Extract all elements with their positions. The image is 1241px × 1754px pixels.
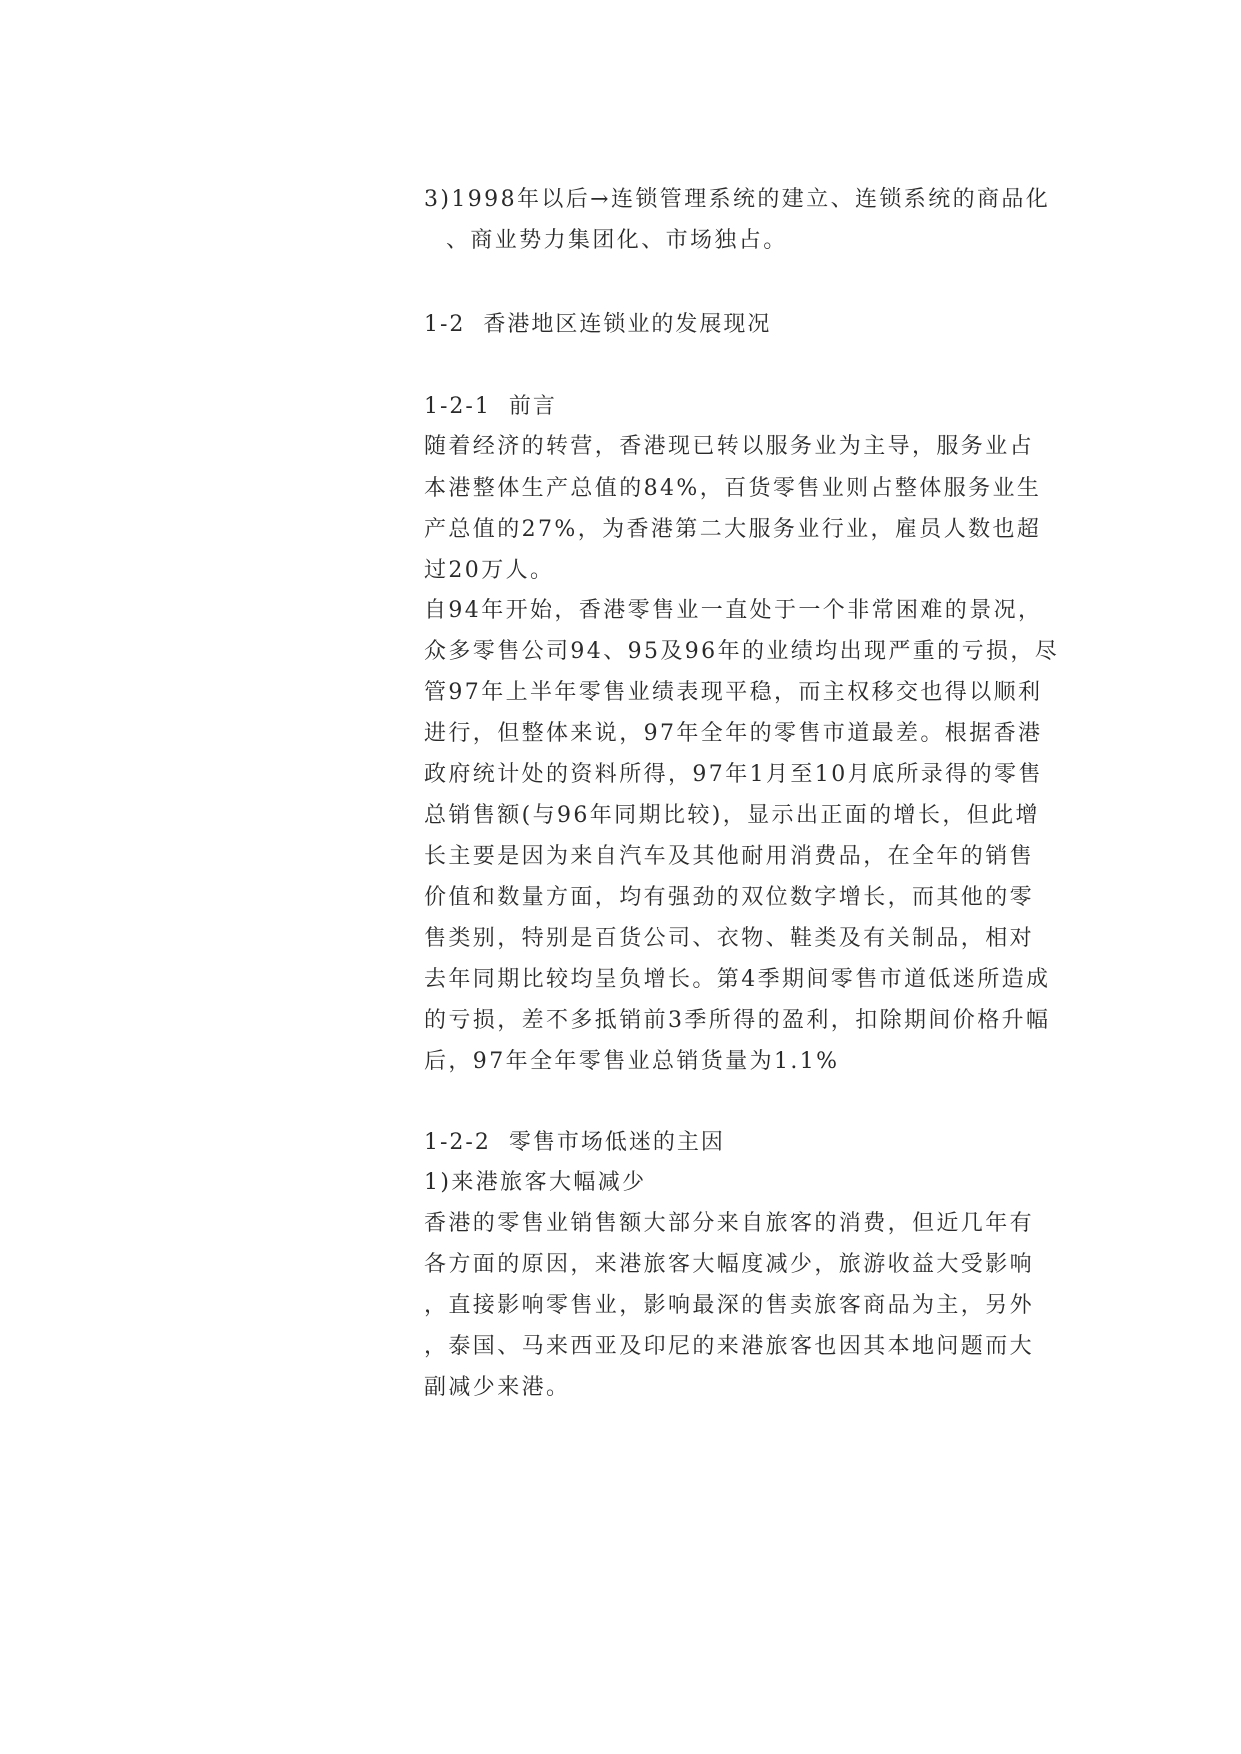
paragraph-line: 副减少来港。 bbox=[424, 1375, 571, 1400]
paragraph-line: 的亏损，差不多抵销前3季所得的盈利，扣除期间价格升幅 bbox=[424, 1008, 1051, 1033]
paragraph-line: 香港的零售业销售额大部分来自旅客的消费，但近几年有 bbox=[424, 1211, 1035, 1236]
section-1-2-heading: 1-2 香港地区连锁业的发展现况 bbox=[424, 312, 772, 337]
paragraph-line: ，直接影响零售业，影响最深的售卖旅客商品为主，另外 bbox=[424, 1293, 1035, 1318]
paragraph-line: 售类别，特别是百货公司、衣物、鞋类及有关制品，相对 bbox=[424, 926, 1035, 951]
paragraph-line: 长主要是因为来自汽车及其他耐用消费品，在全年的销售 bbox=[424, 844, 1035, 869]
paragraph-line: 政府统计处的资料所得，97年1月至10月底所录得的零售 bbox=[424, 762, 1043, 787]
section-1-2-2-heading: 1-2-2 零售市场低迷的主因 bbox=[424, 1130, 725, 1155]
paragraph-line: 产总值的27%，为香港第二大服务业行业，雇员人数也超 bbox=[424, 517, 1042, 542]
paragraph-line: 进行，但整体来说，97年全年的零售市道最差。根据香港 bbox=[424, 721, 1043, 746]
paragraph-line: 自94年开始，香港零售业一直处于一个非常困难的景况， bbox=[424, 598, 1043, 623]
section-1-2-1-heading: 1-2-1 前言 bbox=[424, 394, 557, 419]
paragraph-line: 众多零售公司94、95及96年的业绩均出现严重的亏损，尽 bbox=[424, 639, 1060, 664]
paragraph-line: 总销售额(与96年同期比较)，显示出正面的增长，但此增 bbox=[424, 803, 1040, 828]
intro-line-1: 3)1998年以后→连锁管理系统的建立、连锁系统的商品化 bbox=[424, 187, 1051, 212]
paragraph-line: 过20万人。 bbox=[424, 558, 555, 583]
paragraph-line: 管97年上半年零售业绩表现平稳，而主权移交也得以顺利 bbox=[424, 680, 1043, 705]
paragraph-line: 各方面的原因，来港旅客大幅度减少，旅游收益大受影响 bbox=[424, 1252, 1035, 1277]
paragraph-line: 本港整体生产总值的84%，百货零售业则占整体服务业生 bbox=[424, 476, 1042, 501]
intro-line-2: 、商业势力集团化、市场独占。 bbox=[446, 228, 788, 253]
subsection-heading: 1)来港旅客大幅减少 bbox=[424, 1170, 647, 1195]
paragraph-line: 去年同期比较均呈负增长。第4季期间零售市道低迷所造成 bbox=[424, 967, 1051, 992]
paragraph-line: 后，97年全年零售业总销货量为1.1% bbox=[424, 1049, 840, 1074]
paragraph-line: ，泰国、马来西亚及印尼的来港旅客也因其本地问题而大 bbox=[424, 1334, 1035, 1359]
paragraph-line: 价值和数量方面，均有强劲的双位数字增长，而其他的零 bbox=[424, 885, 1035, 910]
paragraph-line: 随着经济的转营，香港现已转以服务业为主导，服务业占 bbox=[424, 434, 1035, 459]
